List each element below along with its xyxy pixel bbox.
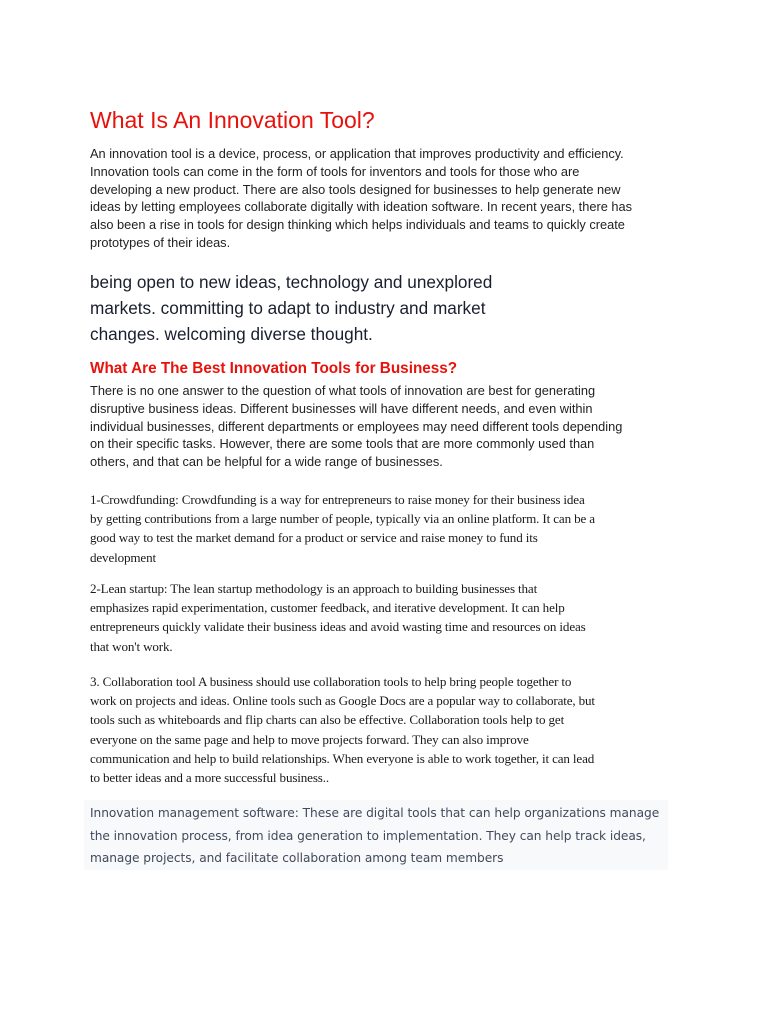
paragraph-line: others, and that can be helpful for a wide range of businesses. xyxy=(90,454,443,470)
paragraph-line: There is no one answer to the question of what tools of innovation are best for generating xyxy=(90,383,596,398)
item-line: emphasizes rapid experimentation, customer feedback, and iterative development. It can help xyxy=(90,600,565,616)
emphasis-statement xyxy=(90,269,492,347)
intro-line: ideas by letting employees collaborate digitally with ideation software. In recent years, there has xyxy=(90,199,633,215)
section-heading: What Are The Best Innovation Tools for Business? xyxy=(90,360,458,377)
crowdfunding-item xyxy=(90,490,690,567)
emphasis-line: being open to new ideas, technology and unexplored xyxy=(90,272,493,292)
item-line: to better ideas and a more successful business.. xyxy=(90,770,329,786)
item-line: 3. Collaboration tool A business should use collaboration tools to help bring people together to xyxy=(90,674,572,689)
intro-line: prototypes of their ideas. xyxy=(90,234,231,250)
intro-line: also been a rise in tools for design thinking which helps individuals and teams to quickly create xyxy=(90,217,625,233)
best-tools-paragraph xyxy=(90,382,690,471)
innovation-software-paragraph xyxy=(90,802,659,870)
item-line: entrepreneurs quickly validate their business ideas and avoid wasting time and resources on ideas xyxy=(90,619,586,635)
item-line: that won't work. xyxy=(90,638,173,654)
item-line: 2-Lean startup: The lean startup methodology is an approach to building businesses that xyxy=(90,581,538,596)
item-line: development xyxy=(90,549,156,565)
emphasis-line: changes. welcoming diverse thought. xyxy=(90,324,373,344)
lean-startup-item xyxy=(90,579,690,656)
software-line: Innovation management software: These are digital tools that can help organizations manage xyxy=(90,806,660,820)
paragraph-line: on their specific tasks. However, there are some tools that are more commonly used than xyxy=(90,436,595,452)
item-line: everyone on the same page and help to move projects forward. They can also improve xyxy=(90,731,529,747)
item-line: tools such as whiteboards and flip charts can also be effective. Collaboration tools help to get xyxy=(90,712,565,728)
paragraph-line: individual businesses, different departments or employees may need different tools depending xyxy=(90,418,623,434)
item-line: communication and help to build relationships. When everyone is able to work together, it can lead xyxy=(90,750,595,766)
intro-line: An innovation tool is a device, process, or application that improves productivity and efficiency. xyxy=(90,146,624,161)
emphasis-line: markets. committing to adapt to industry and market xyxy=(90,298,486,318)
software-line: manage projects, and facilitate collaboration among team members xyxy=(90,851,504,865)
intro-line: Innovation tools can come in the form of tools for inventors and tools for those who are xyxy=(90,163,580,179)
item-line: by getting contributions from a large number of people, typically via an online platform. It can be a xyxy=(90,511,595,527)
software-line: the innovation process, from idea generation to implementation. They can help track ideas, xyxy=(90,828,646,843)
item-line: 1-Crowdfunding: Crowdfunding is a way for entrepreneurs to raise money for their business idea xyxy=(90,492,585,507)
page-title: What Is An Innovation Tool? xyxy=(90,107,375,133)
paragraph-line: disruptive business ideas. Different businesses will have different needs, and even within xyxy=(90,400,593,416)
collaboration-tool-item xyxy=(90,672,690,787)
item-line: work on projects and ideas. Online tools such as Google Docs are a popular way to collaborate, but xyxy=(90,693,595,709)
item-line: good way to test the market demand for a product or service and raise money to fund its xyxy=(90,530,538,546)
intro-paragraph xyxy=(90,145,690,252)
intro-line: developing a new product. There are also tools designed for businesses to help generate new xyxy=(90,181,621,197)
